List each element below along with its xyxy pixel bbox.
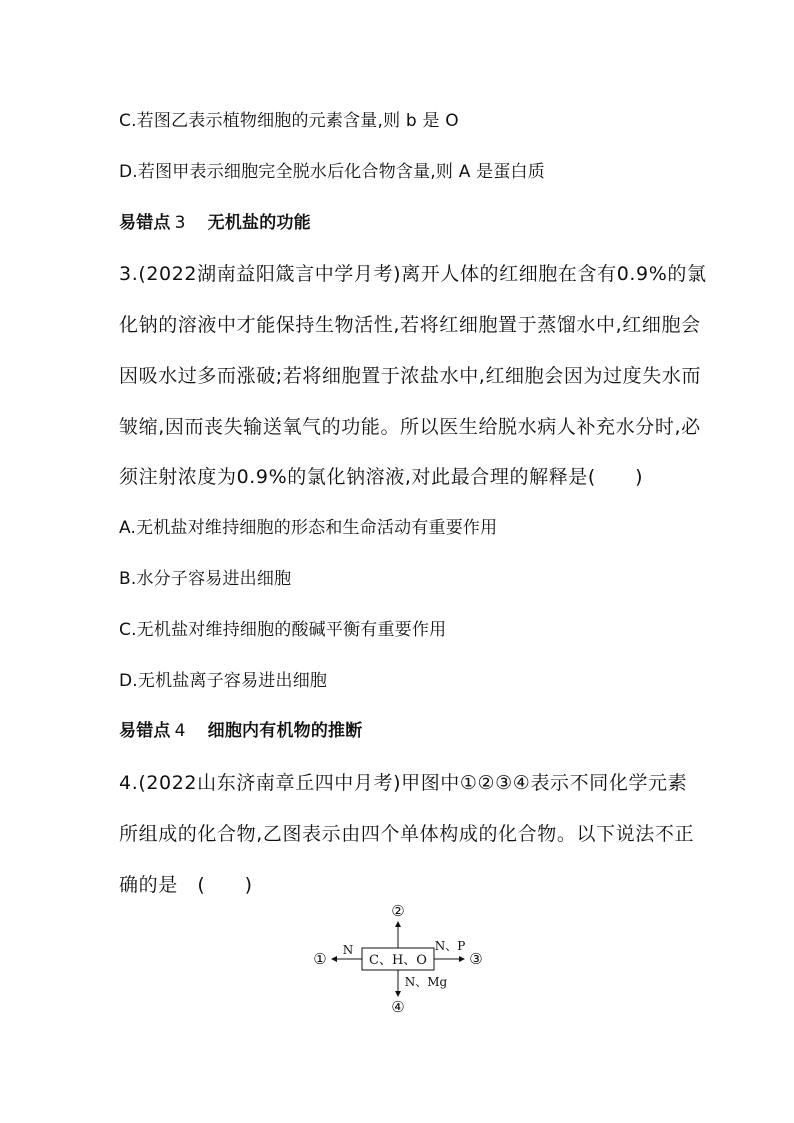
question-3-option-c: C.无机盐对维持细胞的酸碱平衡有重要作用 (119, 620, 447, 640)
option-d-previous: D.若图甲表示细胞完全脱水后化合物含量,则 A 是蛋白质 (119, 162, 545, 182)
question-3-option-b: B.水分子容易进出细胞 (119, 569, 292, 589)
section-heading-4 (119, 719, 362, 743)
diagram-svg (300, 900, 500, 1018)
question-3-option-d: D.无机盐离子容易进出细胞 (119, 671, 328, 691)
left-element-label: N (342, 943, 354, 957)
compound-4-label: ④ (391, 998, 405, 1016)
section-title: 无机盐的功能 (207, 213, 311, 233)
question-3-line-3: 因吸水过多而涨破;若将细胞置于浓盐水中,红细胞会因为过度失水而 (119, 365, 702, 387)
section-label: 易错点 (119, 721, 171, 741)
section-number: 4 (174, 721, 186, 741)
question-3-line-5: 须注射浓度为0.9%的氯化钠溶液,对此最合理的解释是( ) (119, 466, 644, 488)
question-3-line-2: 化钠的溶液中才能保持生物活性,若将红细胞置于蒸馏水中,红细胞会 (119, 314, 701, 336)
option-c-previous: C.若图乙表示植物细胞的元素含量,则 b 是 O (119, 111, 459, 131)
section-number: 3 (174, 213, 186, 233)
question-4-line-3: 确的是 ( ) (119, 874, 253, 896)
compound-3-label: ③ (469, 950, 483, 968)
question-4-line-1: 4.(2022山东济南章丘四中月考)甲图中①②③④表示不同化学元素 (119, 772, 688, 794)
section-heading-3 (119, 211, 311, 235)
compound-1-label: ① (313, 950, 327, 968)
question-3-option-a: A.无机盐对维持细胞的形态和生命活动有重要作用 (119, 518, 498, 538)
question-3-line-4: 皱缩,因而丧失输送氧气的功能。所以医生给脱水病人补充水分时,必 (119, 416, 701, 438)
section-title: 细胞内有机物的推断 (207, 721, 363, 741)
bottom-element-label: N、Mg (404, 975, 448, 989)
compound-2-label: ② (391, 902, 405, 920)
section-label: 易错点 (119, 213, 171, 233)
compound-element-diagram (300, 900, 500, 1018)
question-4-line-2: 所组成的化合物,乙图表示由四个单体构成的化合物。以下说法不正 (119, 823, 695, 845)
center-elements: C、H、O (369, 953, 427, 968)
question-3-line-1: 3.(2022湖南益阳箴言中学月考)离开人体的红细胞在含有0.9%的氯 (119, 263, 707, 285)
right-element-label: N、P (434, 939, 466, 953)
